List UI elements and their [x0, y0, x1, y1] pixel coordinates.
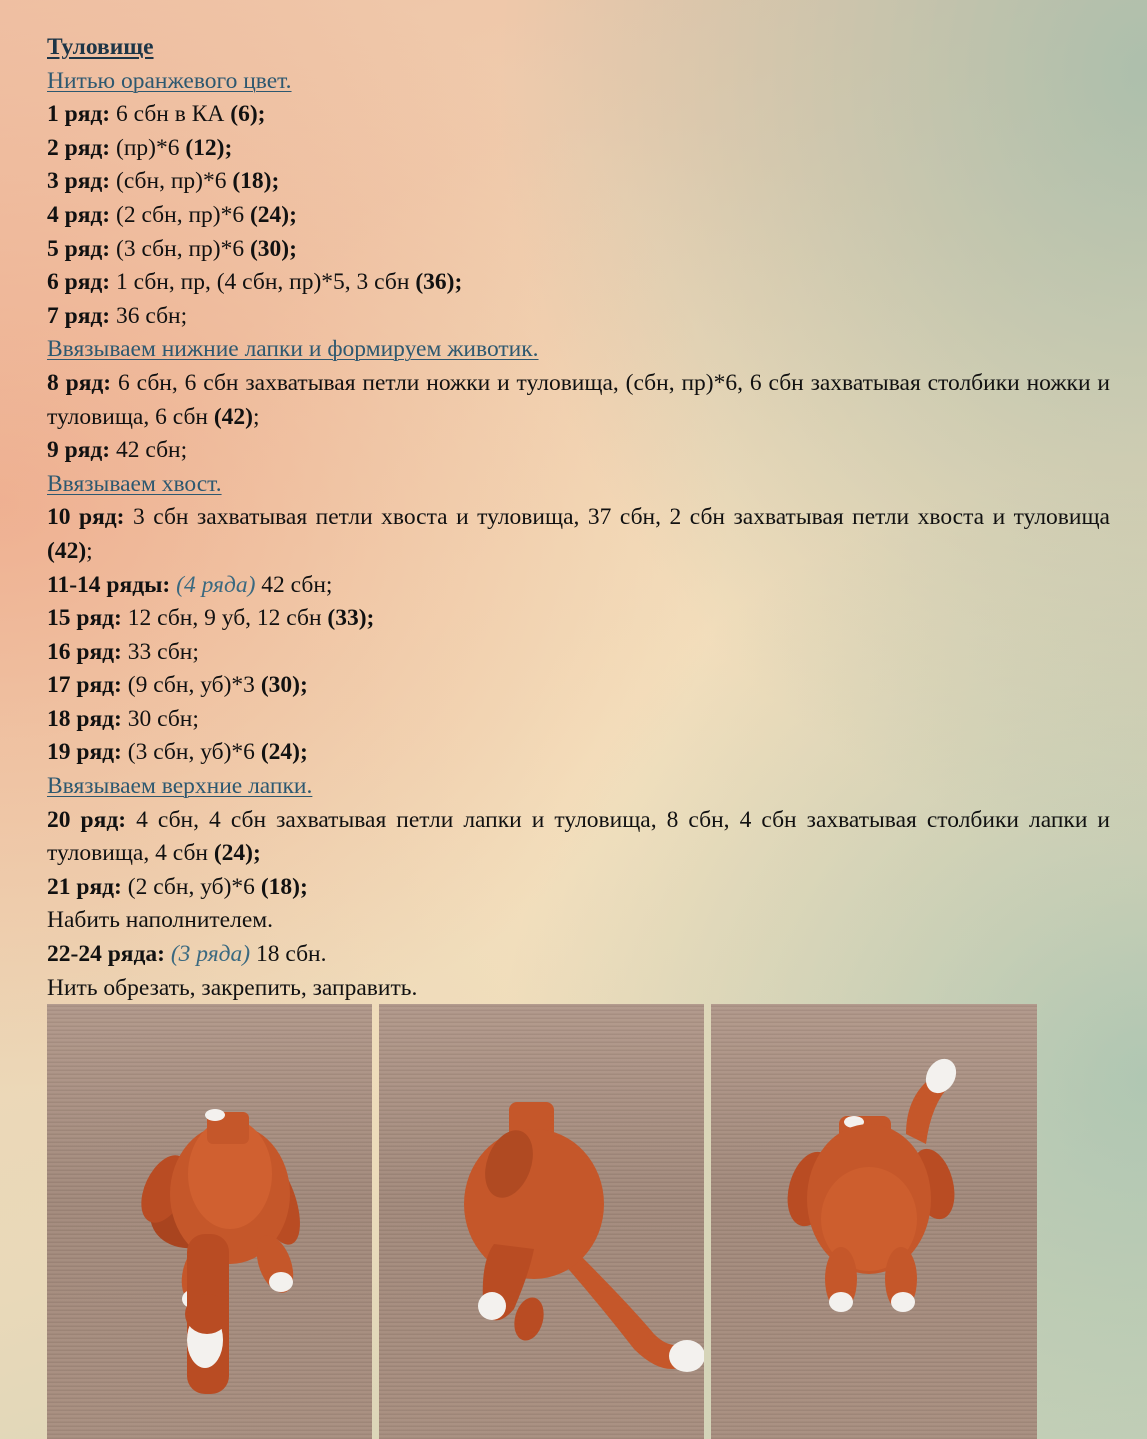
rows-group-4 — [47, 602, 1110, 770]
row-total: (6); — [230, 101, 266, 128]
row-label: 9 ряд: — [47, 437, 111, 464]
row-total: (33); — [327, 605, 375, 632]
pattern-row — [47, 871, 1110, 905]
row-text: 3 сбн захватывая петли хвоста и туловища, 37 сбн, 2 сбн захватывая петли хвоста и туловища — [124, 504, 1110, 531]
row-label: 17 ряд: — [47, 672, 122, 699]
row-text: 33 сбн; — [121, 638, 199, 665]
row-total: (42) — [47, 537, 87, 564]
row-text: (3 сбн, уб)*6 — [121, 739, 261, 766]
row-total: (18); — [260, 873, 308, 900]
pattern-row — [47, 602, 1110, 636]
pattern-row — [47, 98, 1110, 132]
row-22-24 — [47, 938, 1110, 972]
pattern-page — [47, 31, 1110, 1005]
row-text: (2 сбн, пр)*6 — [110, 201, 250, 228]
pattern-row — [47, 736, 1110, 770]
pattern-row — [47, 233, 1110, 267]
fox-body-front-image — [711, 1004, 1037, 1439]
rows-group-1 — [47, 98, 1110, 333]
row-text: 30 сбн; — [121, 705, 199, 732]
row-total: (30); — [249, 235, 297, 262]
pattern-row — [47, 132, 1110, 166]
stuffing-note: Набить наполнителем. — [47, 907, 273, 934]
photo-strip — [47, 1004, 1037, 1439]
row-text: 18 сбн. — [250, 941, 327, 968]
photo-side-view — [379, 1004, 704, 1439]
row-label: 3 ряд: — [47, 168, 111, 195]
pattern-row — [47, 199, 1110, 233]
row-text: 42 сбн; — [110, 437, 188, 464]
row-label: 16 ряд: — [47, 638, 122, 665]
row-text: (2 сбн, уб)*6 — [121, 873, 261, 900]
pattern-row — [47, 300, 1110, 334]
row-text: 6 сбн в КА — [110, 101, 231, 128]
row-text: 12 сбн, 9 уб, 12 сбн — [121, 605, 328, 632]
row-count-note: (3 ряда) — [170, 941, 251, 968]
finish-note: Нить обрезать, закрепить, заправить. — [47, 974, 418, 1001]
rows-group-5 — [47, 804, 1110, 905]
pattern-row — [47, 165, 1110, 199]
row-11-14 — [47, 569, 1110, 603]
row-text: (3 сбн, пр)*6 — [110, 235, 250, 262]
row-total: (30); — [260, 672, 308, 699]
row-label: 5 ряд: — [47, 235, 111, 262]
row-text: 6 сбн, 6 сбн захватывая петли ножки и туловища, (сбн, пр)*6, 6 сбн захватывая столбики ножки и туловища, 6 сбн — [47, 369, 1110, 430]
row-label: 18 ряд: — [47, 705, 122, 732]
row-count-note: (4 ряда) — [176, 571, 256, 598]
pattern-row — [47, 367, 1110, 434]
rows-group-3 — [47, 501, 1110, 568]
row-tail: ; — [253, 403, 260, 430]
row-label: 19 ряд: — [47, 739, 122, 766]
pattern-row — [47, 669, 1110, 703]
row-label: 6 ряд: — [47, 269, 111, 296]
pattern-row — [47, 501, 1110, 568]
pattern-row — [47, 703, 1110, 737]
row-text: (сбн, пр)*6 — [110, 168, 233, 195]
row-text: (пр)*6 — [110, 134, 186, 161]
row-total: (24); — [260, 739, 308, 766]
row-tail: ; — [86, 537, 93, 564]
row-total: (36); — [415, 269, 463, 296]
row-label: 20 ряд: — [47, 806, 127, 833]
row-total: (12); — [185, 134, 233, 161]
row-label: 2 ряд: — [47, 134, 111, 161]
row-label: 8 ряд: — [47, 369, 112, 396]
row-total: (18); — [232, 168, 280, 195]
row-label: 15 ряд: — [47, 605, 122, 632]
row-label: 21 ряд: — [47, 873, 122, 900]
photo-back-view — [47, 1004, 372, 1439]
row-total: (24); — [249, 201, 297, 228]
pattern-row — [47, 266, 1110, 300]
pattern-row — [47, 804, 1110, 871]
row-text: 42 сбн; — [255, 571, 333, 598]
section-arms: Ввязываем верхние лапки. — [47, 773, 313, 800]
photo-front-view — [711, 1004, 1037, 1439]
rows-group-2 — [47, 367, 1110, 468]
section-title: Туловище — [47, 34, 154, 60]
section-tail: Ввязываем хвост. — [47, 470, 222, 497]
row-label: 22-24 ряда: — [47, 941, 165, 968]
row-label: 7 ряд: — [47, 302, 111, 329]
row-label: 11-14 ряды: — [47, 571, 171, 598]
pattern-row — [47, 636, 1110, 670]
fox-body-back-image — [47, 1004, 372, 1439]
row-total: (24); — [213, 840, 261, 867]
fox-body-side-image — [379, 1004, 704, 1439]
row-label: 4 ряд: — [47, 201, 111, 228]
row-label: 1 ряд: — [47, 101, 111, 128]
row-text: 36 сбн; — [110, 302, 188, 329]
yarn-note: Нитью оранжевого цвет. — [47, 67, 292, 94]
section-legs: Ввязываем нижние лапки и формируем животик. — [47, 336, 539, 363]
row-text: (9 сбн, уб)*3 — [121, 672, 261, 699]
row-text: 1 сбн, пр, (4 сбн, пр)*5, 3 сбн — [110, 269, 416, 296]
row-label: 10 ряд: — [47, 504, 125, 531]
row-text: 4 сбн, 4 сбн захватывая петли лапки и туловища, 8 сбн, 4 сбн захватывая столбики лапки и туловища, 4 сбн — [47, 806, 1111, 867]
pattern-row — [47, 434, 1110, 468]
row-total: (42) — [213, 403, 254, 430]
